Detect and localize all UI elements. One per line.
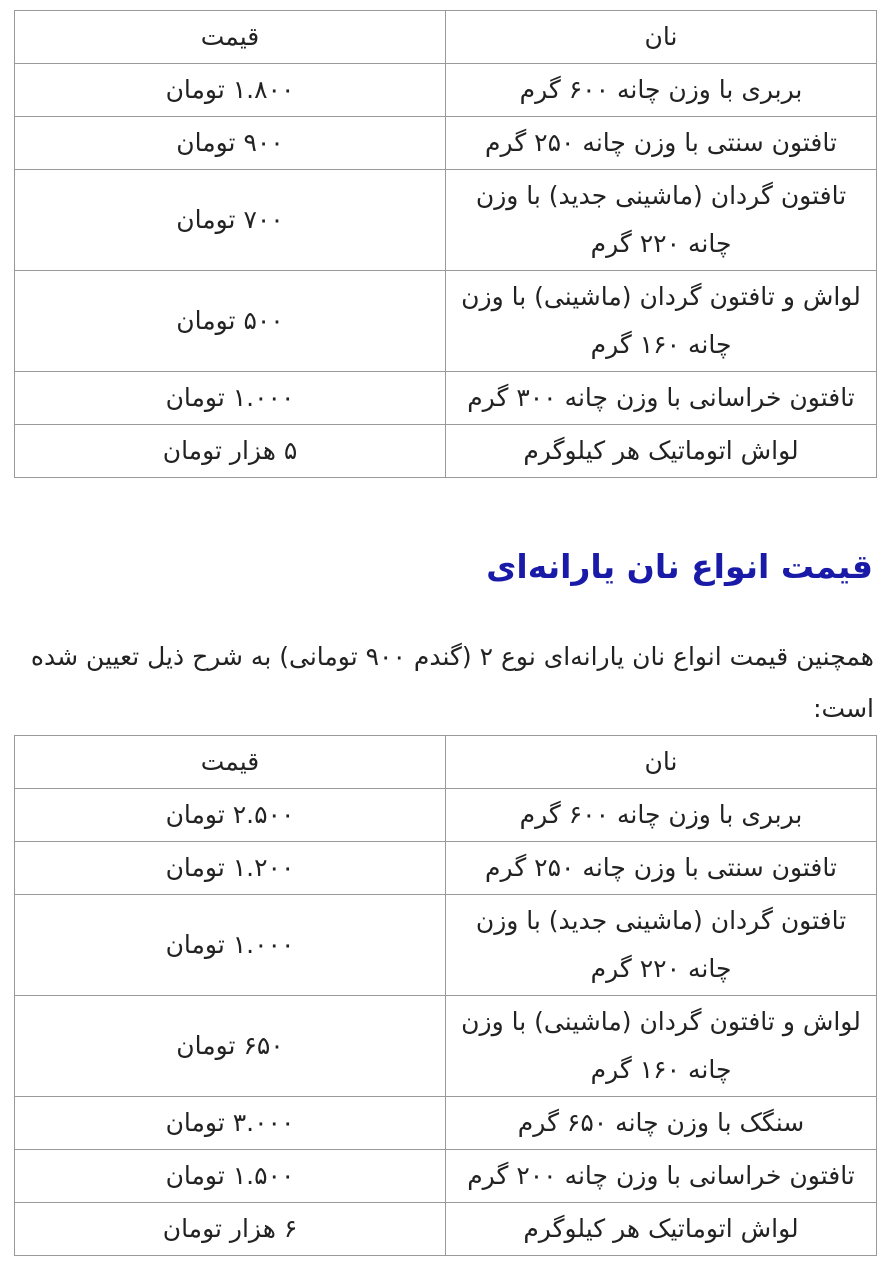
bread-name-cell: لواش و تافتون گردان (ماشینی) با وزن چانه ۱۶۰ گرم [446, 271, 877, 372]
table-row [15, 170, 877, 271]
price-cell: ۱.۲۰۰ تومان [15, 842, 446, 895]
price-cell: ۳.۰۰۰ تومان [15, 1097, 446, 1150]
price-cell: ۲.۵۰۰ تومان [15, 789, 446, 842]
price-cell: ۱.۸۰۰ تومان [15, 64, 446, 117]
price-cell: ۶۵۰ تومان [15, 996, 446, 1097]
price-cell: ۹۰۰ تومان [15, 117, 446, 170]
table-row [15, 372, 877, 425]
price-cell: ۱.۰۰۰ تومان [15, 895, 446, 996]
table-row [15, 271, 877, 372]
table-row [15, 1150, 877, 1203]
price-table-type1 [14, 10, 877, 478]
price-cell: ۵ هزار تومان [15, 425, 446, 478]
table-row [15, 425, 877, 478]
header-bread: نان [446, 736, 877, 789]
bread-name-cell: بربری با وزن چانه ۶۰۰ گرم [446, 64, 877, 117]
price-cell: ۶ هزار تومان [15, 1203, 446, 1256]
table-header-row [15, 736, 877, 789]
bread-name-cell: تافتون گردان (ماشینی جدید) با وزن چانه ۲۲۰ گرم [446, 895, 877, 996]
table-header-row [15, 11, 877, 64]
header-price: قیمت [15, 736, 446, 789]
bread-name-cell: لواش اتوماتیک هر کیلوگرم [446, 1203, 877, 1256]
table-row [15, 1203, 877, 1256]
price-cell: ۷۰۰ تومان [15, 170, 446, 271]
bread-name-cell: تافتون سنتی با وزن چانه ۲۵۰ گرم [446, 117, 877, 170]
header-bread: نان [446, 11, 877, 64]
table-row [15, 996, 877, 1097]
bread-name-cell: تافتون خراسانی با وزن چانه ۳۰۰ گرم [446, 372, 877, 425]
table-row [15, 64, 877, 117]
header-price: قیمت [15, 11, 446, 64]
price-cell: ۱.۵۰۰ تومان [15, 1150, 446, 1203]
bread-name-cell: لواش اتوماتیک هر کیلوگرم [446, 425, 877, 478]
bread-name-cell: تافتون سنتی با وزن چانه ۲۵۰ گرم [446, 842, 877, 895]
bread-name-cell: بربری با وزن چانه ۶۰۰ گرم [446, 789, 877, 842]
bread-name-cell: سنگک با وزن چانه ۶۵۰ گرم [446, 1097, 877, 1150]
bread-name-cell: تافتون گردان (ماشینی جدید) با وزن چانه ۲۲۰ گرم [446, 170, 877, 271]
price-table-type2 [14, 735, 877, 1256]
section-heading: قیمت انواع نان یارانه‌ای [486, 547, 873, 587]
section-description: همچنین قیمت انواع نان یارانه‌ای نوع ۲ (گندم ۹۰۰ تومانی) به شرح ذیل تعیین شده است: [30, 642, 874, 723]
price-cell: ۱.۰۰۰ تومان [15, 372, 446, 425]
table-row [15, 842, 877, 895]
table-row [15, 789, 877, 842]
table-row [15, 895, 877, 996]
table-row [15, 1097, 877, 1150]
bread-name-cell: لواش و تافتون گردان (ماشینی) با وزن چانه ۱۶۰ گرم [446, 996, 877, 1097]
bread-name-cell: تافتون خراسانی با وزن چانه ۲۰۰ گرم [446, 1150, 877, 1203]
price-cell: ۵۰۰ تومان [15, 271, 446, 372]
table-row [15, 117, 877, 170]
